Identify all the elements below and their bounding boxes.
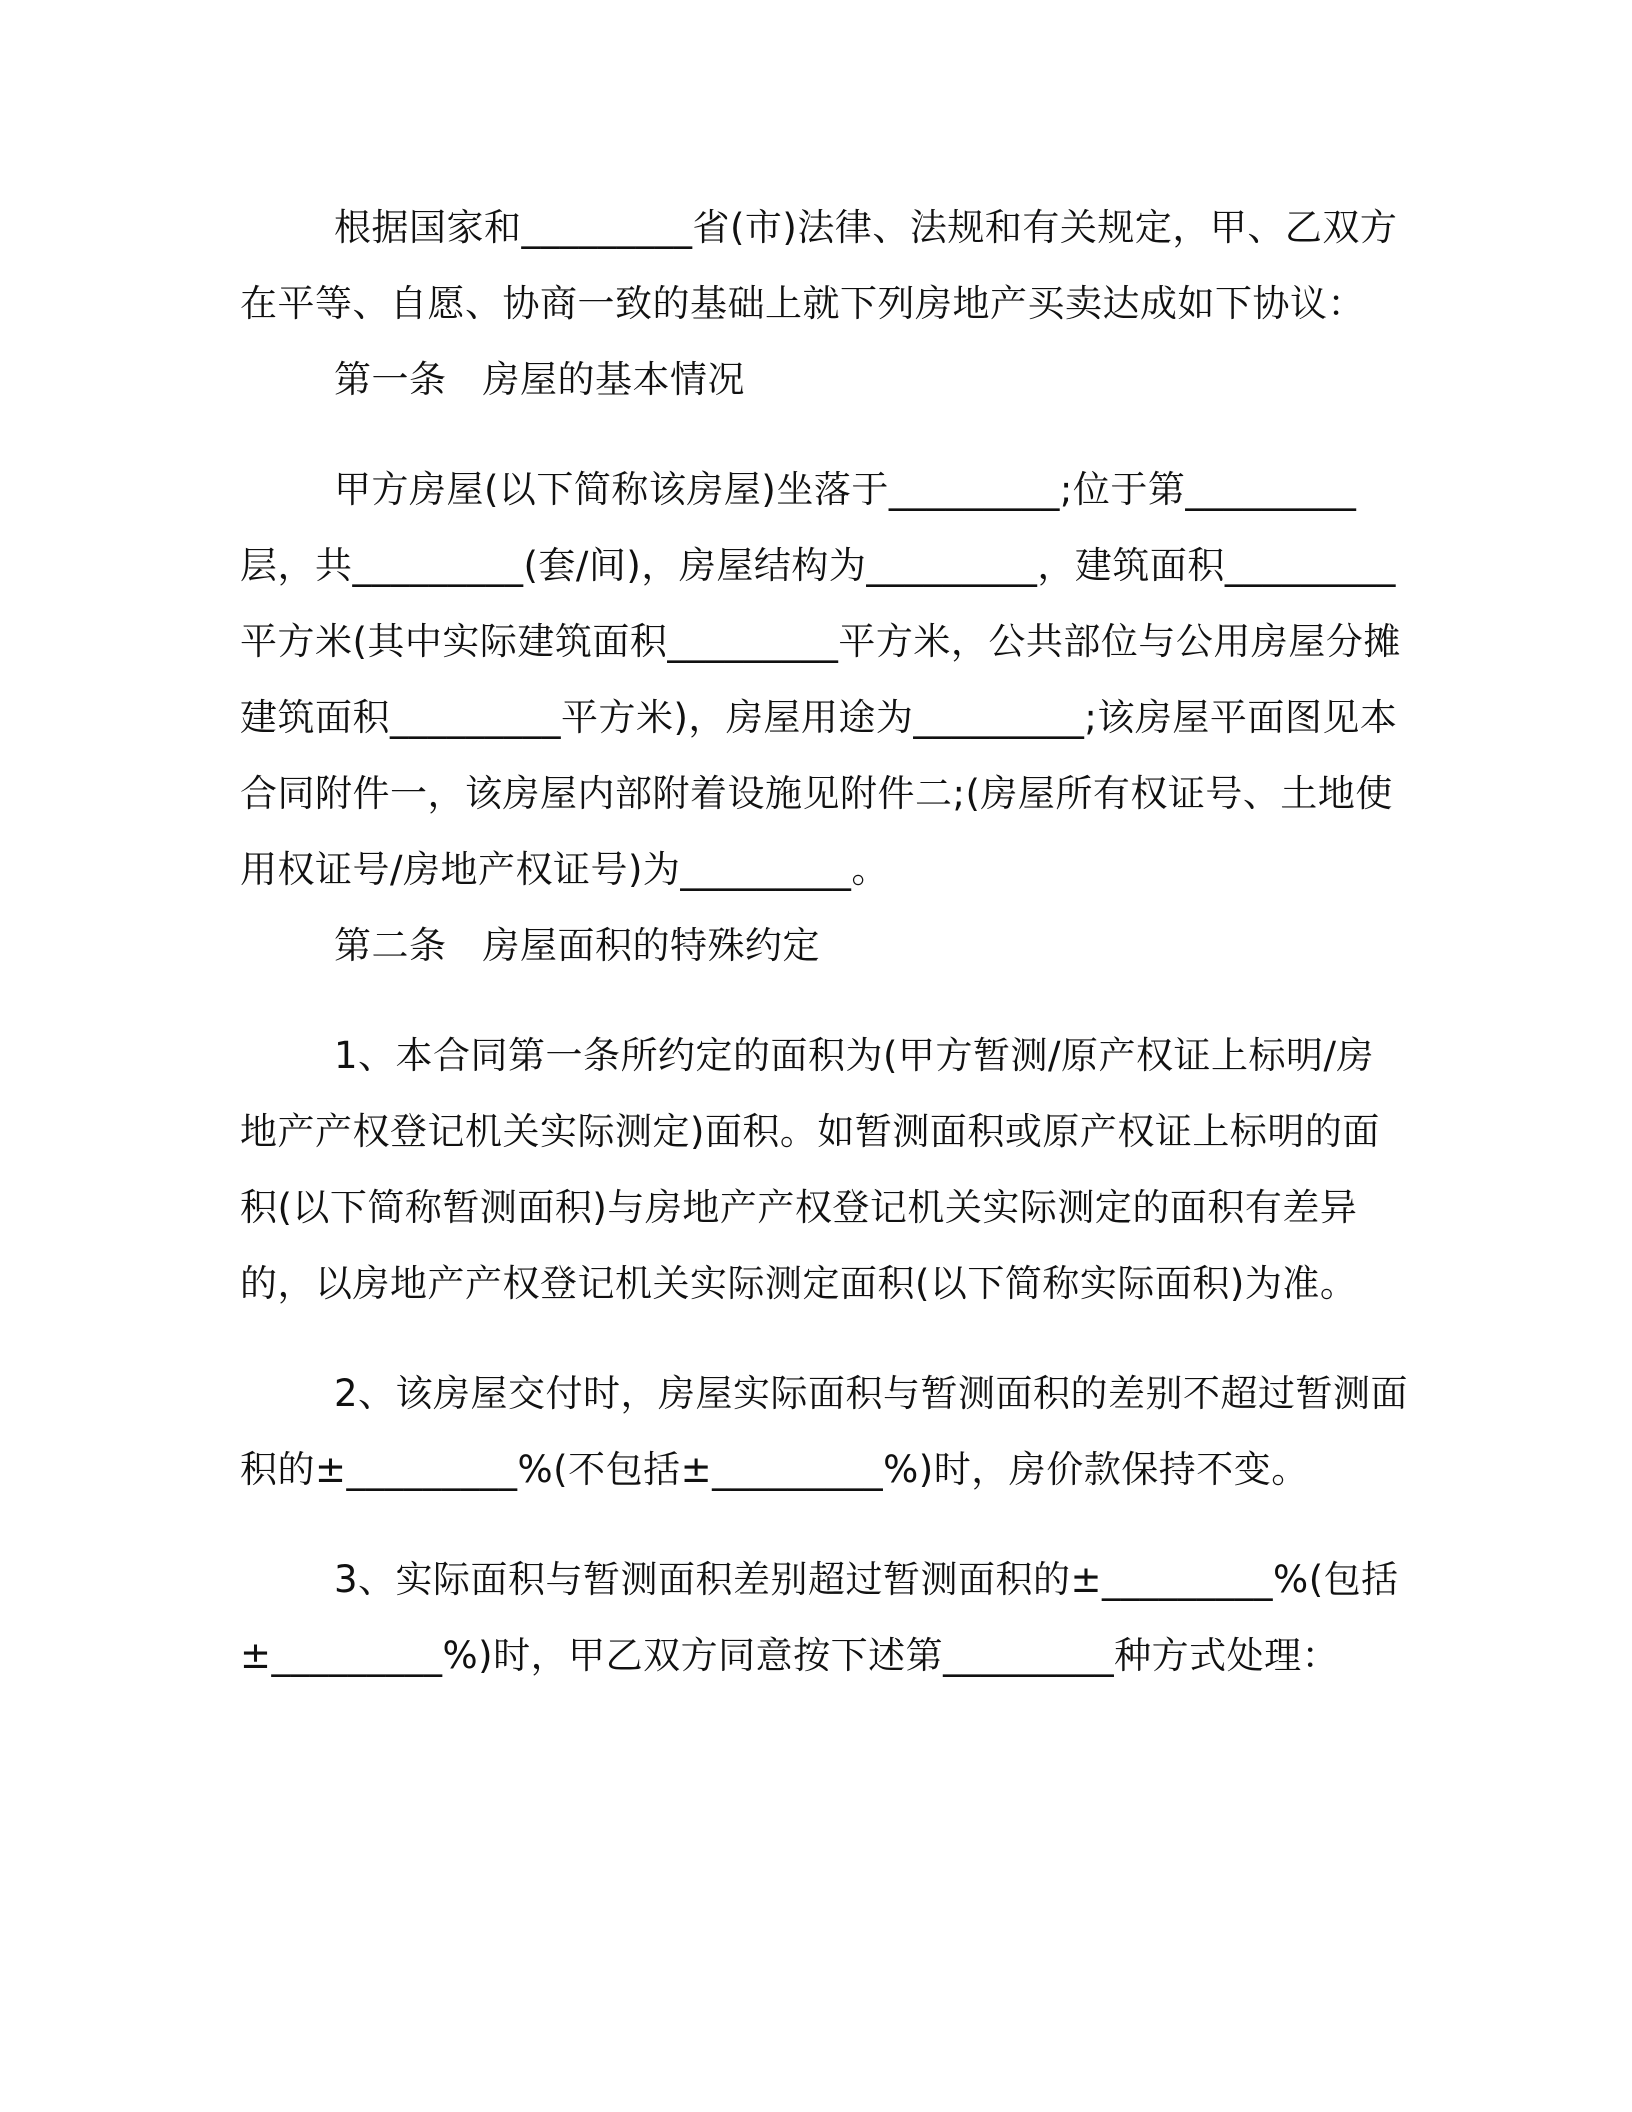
article-1-heading (240, 342, 1410, 418)
article-2-heading (240, 908, 1410, 984)
clause-3-paragraph: 3、实际面积与暂测面积差别超过暂测面积的±_________%(包括±_________%)时，甲乙双方同意按下述第_________种方式处理： (240, 1558, 1399, 1677)
intro-paragraph: 根据国家和_________省(市)法律、法规和有关规定，甲、乙双方在平等、自愿、协商一致的基础上就下列房地产买卖达成如下协议： (240, 206, 1398, 325)
document-body (240, 190, 1410, 1694)
clause-2-paragraph: 2、该房屋交付时，房屋实际面积与暂测面积的差别不超过暂测面积的±_________%(不包括±_________%)时，房价款保持不变。 (240, 1372, 1409, 1491)
article-1-number: 第一条 (334, 358, 447, 401)
article-2-title: 房屋面积的特殊约定 (482, 924, 820, 967)
article-1-title: 房屋的基本情况 (482, 358, 745, 401)
article-2-number: 第二条 (334, 924, 447, 967)
property-details-paragraph: 甲方房屋(以下简称该房屋)坐落于_________;位于第_________层，共_________(套/间)，房屋结构为_________，建筑面积_________平方米(其中实际建筑面积_________平方米，公共部位与公用房屋分摊建筑面积_________平方米)，房屋用途为_________;该房屋平面图见本合同附件一，该房屋内部附着设施见附件二;(房屋所有权证号、土地使用权证号/房地产权证号)为_________。 (240, 468, 1401, 891)
clause-1-paragraph: 1、本合同第一条所约定的面积为(甲方暂测/原产权证上标明/房地产产权登记机关实际测定)面积。如暂测面积或原产权证上标明的面积(以下简称暂测面积)与房地产产权登记机关实际测定的面积有差异的，以房地产产权登记机关实际测定面积(以下简称实际面积)为准。 (240, 1034, 1380, 1305)
